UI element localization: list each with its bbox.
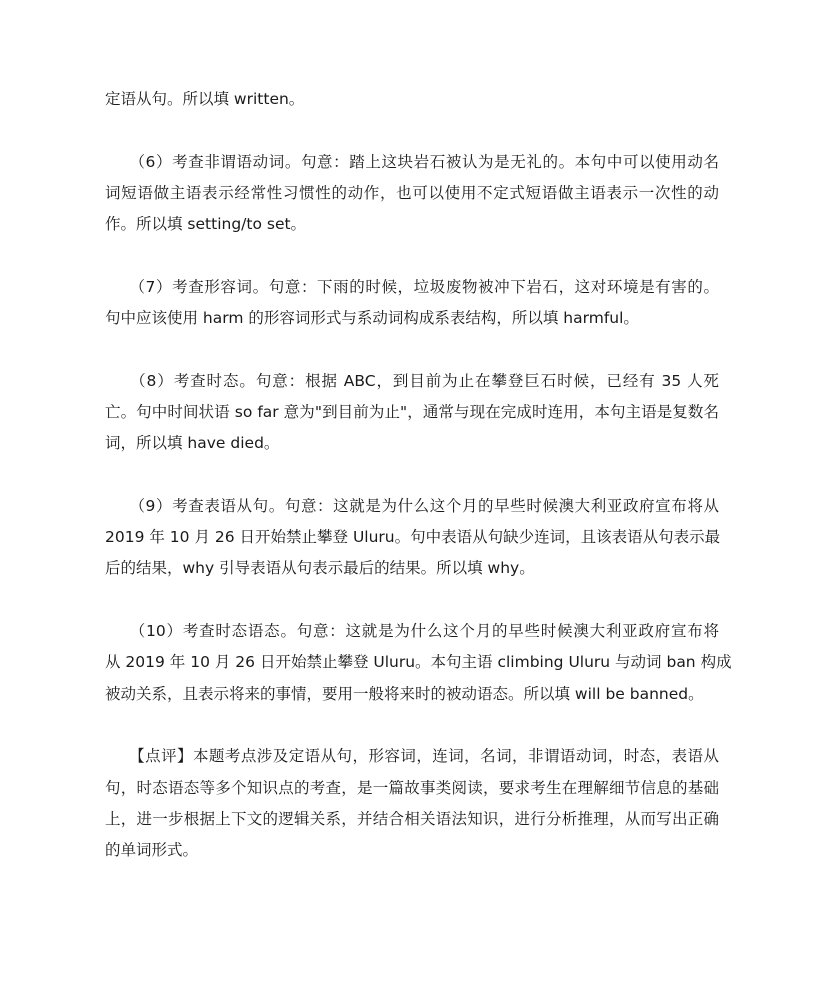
text-line: 的单词形式。 <box>105 841 199 860</box>
paragraph-p8 <box>105 366 719 460</box>
document-page <box>105 84 732 898</box>
text-line: （10）考查时态语态。句意：这就是为什么这个月的早些时候澳大利亚政府宣布将 <box>105 622 719 641</box>
text-line: （6）考查非谓语动词。句意：踏上这块岩石被认为是无礼的。本句中可以使用动名 <box>105 152 719 171</box>
text-line: 作。所以填 setting/to set。 <box>105 215 307 234</box>
text-line: （9）考查表语从句。句意：这就是为什么这个月的早些时候澳大利亚政府宣布将从 <box>105 496 719 515</box>
text-line: 后的结果，why 引导表语从句表示最后的结果。所以填 why。 <box>105 559 535 578</box>
text-line: 上，进一步根据上下文的逻辑关系，并结合相关语法知识，进行分析推理，从而写出正确 <box>105 809 719 828</box>
text-line: 被动关系，且表示将来的事情，要用一般将来时的被动语态。所以填 will be banned。 <box>105 684 704 703</box>
text-line: 2019 年 10 月 26 日开始禁止攀登 Uluru。句中表语从句缺少连词，且该表语从句表示最 <box>105 528 721 547</box>
text-line: 【点评】本题考点涉及定语从句，形容词，连词，名词，非谓语动词，时态，表语从 <box>105 747 719 766</box>
text-line: 词，所以填 have died。 <box>105 434 280 453</box>
text-line: 从 2019 年 10 月 26 日开始禁止攀登 Uluru。本句主语 climbing Uluru 与动词 ban 构成 <box>105 653 732 672</box>
paragraph-p6 <box>105 147 719 241</box>
text-line: 亡。句中时间状语 so far 意为"到目前为止"，通常与现在完成时连用，本句主语是复数名 <box>105 402 719 421</box>
text-line: 句，时态语态等多个知识点的考查，是一篇故事类阅读，要求考生在理解细节信息的基础 <box>105 778 719 797</box>
paragraph-p9 <box>105 491 719 585</box>
paragraph-comment <box>105 741 719 866</box>
paragraph-p10 <box>105 616 732 710</box>
text-line: 定语从句。所以填 written。 <box>105 90 305 108</box>
text-line: 句中应该使用 harm 的形容词形式与系动词构成系表结构，所以填 harmful。 <box>105 309 639 328</box>
text-line: （8）考查时态。句意：根据 ABC，到目前为止在攀登巨石时候，已经有 35 人死 <box>105 371 719 390</box>
text-line: 词短语做主语表示经常性习惯性的动作，也可以使用不定式短语做主语表示一次性的动 <box>105 183 719 202</box>
paragraph-p7 <box>105 272 719 335</box>
text-line: （7）考查形容词。句意：下雨的时候，垃圾废物被冲下岩石，这对环境是有害的。 <box>105 277 719 296</box>
paragraph-p5-end <box>105 84 719 115</box>
